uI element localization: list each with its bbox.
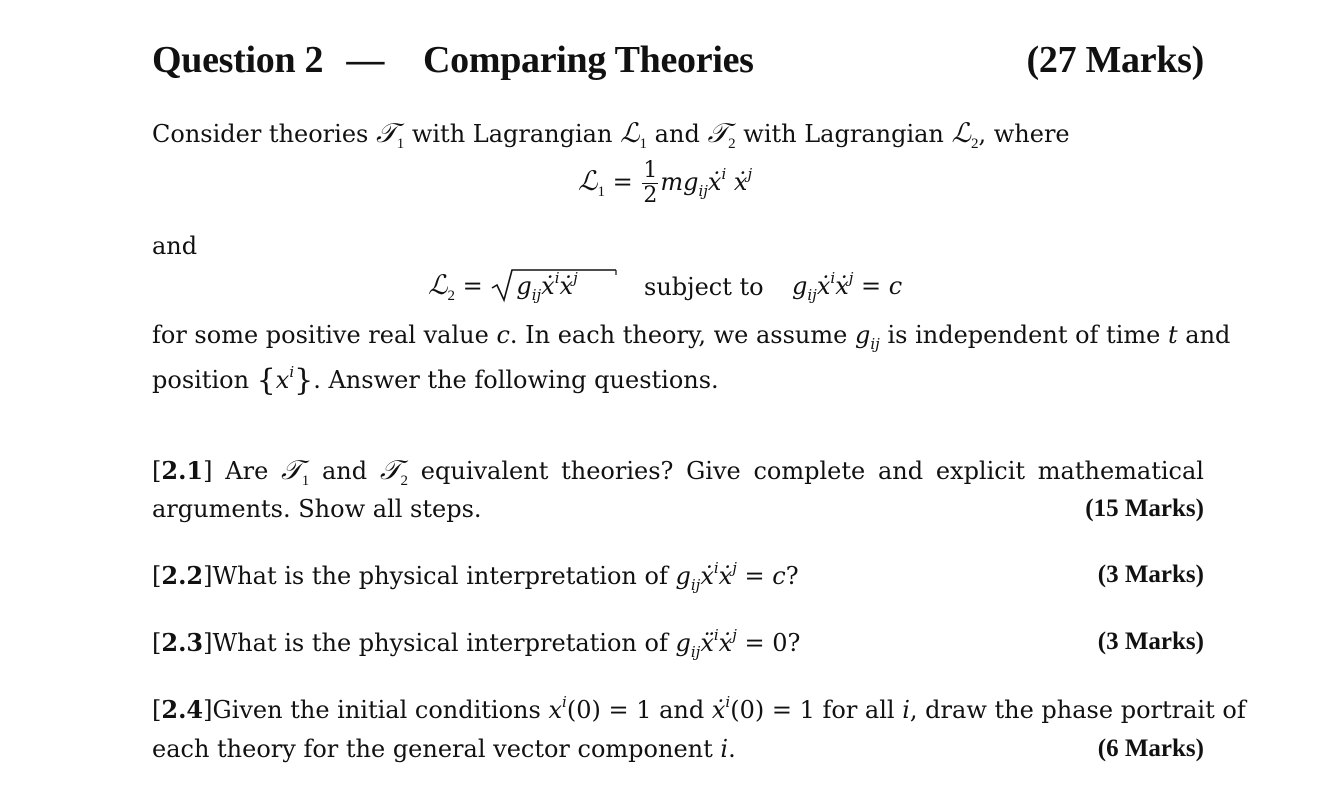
subquestion-2-1-marks: (15 Marks) [1085,495,1204,522]
subquestion-2-1-label: 2.1 [161,456,204,485]
question-heading [152,38,384,82]
subquestion-2-1-line-1: [2.1] Are 𝒯$_1$ and 𝒯$_2$ equivalent theories? Give complete and explicit mathematical [152,455,1204,489]
theory-2-symbol: 𝒯$_2$ [707,118,736,152]
subquestion-2-4-line-2: each theory for the general vector component i. [152,735,736,763]
intro-text-4: with Lagrangian [743,120,944,148]
subquestion-2-1-line-2: arguments. Show all steps. [152,495,482,523]
subquestion-2-4-marks: (6 Marks) [1097,735,1204,762]
intro-text-2: with Lagrangian [411,120,613,148]
lagrangian-1-symbol: ℒ$_1$ [620,118,648,152]
subquestion-2-4-label: 2.4 [161,695,204,724]
equation-lagrangian-2: ℒ$_2$ = $g_{ij}ẋ^iẋ^j$ [428,270,582,301]
equation-lagrangian-1: ℒ$_1$ = $\frac{1}{2}$ $mg_{ij}ẋ^i$ ẋ$^j$ [578,158,753,208]
subject-to-text: subject to [644,273,764,301]
question-number: Question 2 [152,39,324,81]
subquestion-2-2-marks: (3 Marks) [1097,561,1204,588]
subquestion-2-2-label: 2.2 [161,561,204,590]
intro-text-5: , where [978,120,1070,148]
subquestion-2-3-label: 2.3 [161,628,204,657]
intro-text-1: Consider theories [152,120,369,148]
lagrangian-2-symbol: ℒ$_2$ [951,118,979,152]
constraint-equation: $g_{ij}ẋ^iẋ^j = c$ [792,269,903,304]
intro-continuation-line-2: position $\{x^i\}$. Answer the following questions. [152,363,719,398]
intro-text-3: and [654,120,700,148]
question-title: Comparing Theories [423,39,754,81]
question-total-marks: (27 Marks) [1026,39,1204,81]
subquestion-2-3: [2.3]What is the physical interpretation of $g_{ij}ẍ^iẋ^j = 0$? [152,626,801,661]
subquestion-2-3-marks: (3 Marks) [1097,628,1204,655]
intro-line [152,118,1070,150]
and-text: and [152,232,198,260]
heading-dash: — [346,39,385,81]
subquestion-2-4-line-1: [2.4]Given the initial conditions $x^i(0) = 1$ and ẋ$^i$(0) = 1 for all i, draw the phase portrait of [152,693,1246,724]
theory-1-symbol: 𝒯$_1$ [376,118,405,152]
sqrt-symbol: $g_{ij}ẋ^iẋ^j$ [490,272,581,300]
subquestion-2-2: [2.2]What is the physical interpretation of $g_{ij}ẋ^iẋ^j = c$? [152,559,799,594]
intro-continuation-line-1: for some positive real value c. In each theory, we assume $g_{ij}$ is independent of time t and [152,321,1231,353]
